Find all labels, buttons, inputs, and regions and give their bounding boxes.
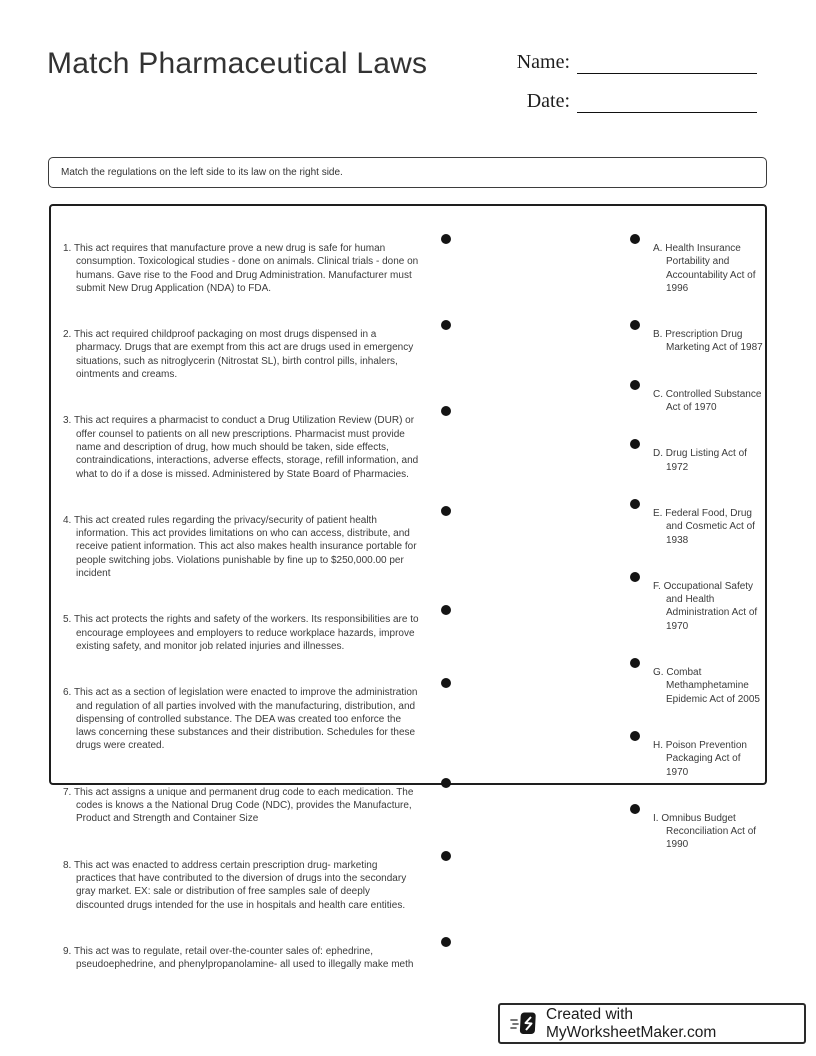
question-item bbox=[63, 776, 451, 836]
option-item bbox=[630, 232, 766, 305]
page-title: Match Pharmaceutical Laws bbox=[47, 47, 428, 80]
question-item bbox=[63, 676, 451, 762]
option-item bbox=[630, 318, 766, 365]
question-item bbox=[63, 603, 451, 663]
match-dot-right[interactable] bbox=[630, 731, 640, 741]
match-dot-left[interactable] bbox=[441, 320, 451, 330]
match-dot-left[interactable] bbox=[441, 605, 451, 615]
question-item bbox=[63, 504, 451, 590]
match-dot-right[interactable] bbox=[630, 234, 640, 244]
option-label: G. Combat Methamphetamine Epidemic Act of 2005 bbox=[653, 667, 760, 705]
match-dot-left[interactable] bbox=[441, 851, 451, 861]
date-label: Date: bbox=[526, 90, 570, 112]
option-item bbox=[630, 378, 766, 425]
options-column bbox=[630, 232, 766, 994]
instructions-text: Match the regulations on the left side to its law on the right side. bbox=[61, 167, 343, 178]
option-label: D. Drug Listing Act of 1972 bbox=[653, 448, 747, 473]
match-dot-left[interactable] bbox=[441, 778, 451, 788]
question-text: 2. This act required childproof packaging on most drugs dispensed in a pharmacy. Drugs that are exempt from this act are drugs used in emergency situations, such as nitroglycerin (Nitrostat SL), birth control pills, inhalers, ointments and creams. bbox=[63, 329, 414, 381]
match-dot-left[interactable] bbox=[441, 937, 451, 947]
question-text: 5. This act protects the rights and safety of the workers. Its responsibilities are to encourage employees and employers to reduce workplace hazards, improve existing safety, and monitor job related injuries and illnesses. bbox=[63, 614, 419, 652]
footer-credit-text: Created with MyWorksheetMaker.com bbox=[546, 1005, 717, 1041]
option-label: H. Poison Prevention Packaging Act of 1970 bbox=[653, 739, 747, 778]
option-label: A. Health Insurance Portability and Accountability Act of 1996 bbox=[653, 243, 756, 294]
option-label: C. Controlled Substance Act of 1970 bbox=[653, 388, 762, 414]
match-dot-right[interactable] bbox=[630, 320, 640, 330]
option-label: I. Omnibus Budget Reconciliation Act of 1990 bbox=[653, 812, 757, 851]
questions-column bbox=[63, 232, 451, 994]
option-label: E. Federal Food, Drug and Cosmetic Act of 1938 bbox=[653, 507, 755, 546]
name-input-line[interactable] bbox=[577, 48, 757, 74]
option-label: F. Occupational Safety and Health Administration Act of 1970 bbox=[653, 580, 758, 632]
option-label: B. Prescription Drug Marketing Act of 1987 bbox=[653, 329, 763, 354]
date-row bbox=[527, 87, 757, 113]
question-item bbox=[63, 404, 451, 490]
match-columns bbox=[51, 206, 765, 994]
question-text: 3. This act requires a pharmacist to conduct a Drug Utilization Review (DUR) or offer counsel to patients on all new prescriptions. Pharmacist must provide name and description of drug, how much should be taken, side effects, contraindications, interactions, adverse effects, storage, refill information, and what to do if a dose is missed. Administered by State Board of Pharmacies. bbox=[63, 415, 419, 480]
question-text: 9. This act was to regulate, retail over-the-counter sales of: ephedrine, pseudoephedrine, and phenylpropanolamine- all used to illegally make meth bbox=[63, 945, 414, 971]
worksheet-panel bbox=[49, 204, 767, 971]
question-item bbox=[63, 935, 451, 982]
question-text: 8. This act was enacted to address certain prescription drug- marketing practices that have contributed to the diversion of drugs into the secondary gray market. EX: sale or distribution of free samples sale of deeply discounted drugs intended for the use in hospitals and health care entities. bbox=[63, 859, 407, 911]
match-dot-left[interactable] bbox=[441, 234, 451, 244]
option-item bbox=[630, 802, 766, 862]
worksheet-logo-icon bbox=[510, 1010, 538, 1037]
match-dot-left[interactable] bbox=[441, 406, 451, 416]
instructions-box bbox=[48, 157, 767, 188]
match-dot-right[interactable] bbox=[630, 572, 640, 582]
match-dot-right[interactable] bbox=[630, 804, 640, 814]
question-item bbox=[63, 318, 451, 391]
option-item bbox=[630, 497, 766, 557]
name-date-block bbox=[517, 48, 757, 113]
question-text: 7. This act assigns a unique and permanent drug code to each medication. The codes is knows a the National Drug Code (NDC), provides the Manufacture, Product and Strength and Container Size bbox=[63, 786, 414, 825]
option-item bbox=[630, 656, 766, 716]
name-row bbox=[517, 48, 757, 74]
match-dot-right[interactable] bbox=[630, 499, 640, 509]
option-item bbox=[630, 570, 766, 643]
match-dot-right[interactable] bbox=[630, 658, 640, 668]
match-dot-right[interactable] bbox=[630, 380, 640, 390]
question-text: 4. This act created rules regarding the privacy/security of patient health information. This act provides limitations on who can access, distribute, and receive patient information. This act also makes health insurance portable for people switching jobs. Violations punishable by fine up to $250,000.00 per incident bbox=[63, 514, 417, 580]
match-dot-left[interactable] bbox=[441, 678, 451, 688]
question-text: 1. This act requires that manufacture prove a new drug is safe for human consumption. Toxicological studies - done on animals. Clinical trials - done on humans. Gave rise to the Food and Drug Administration. Manufacturer must submit New Drug Application (NDA) to FDA. bbox=[63, 243, 419, 294]
match-dot-left[interactable] bbox=[441, 506, 451, 516]
question-item bbox=[63, 232, 451, 305]
footer-credit-box bbox=[498, 1003, 806, 1044]
option-item bbox=[630, 729, 766, 789]
match-dot-right[interactable] bbox=[630, 439, 640, 449]
question-text: 6. This act as a section of legislation were enacted to improve the administration and regulation of all parties involved with the manufacturing, distribution, and dispensing of controlled substance. The DEA was created too enforce the laws concerning these substances and their distribution. Schedules for these drugs were created. bbox=[63, 687, 418, 752]
option-item bbox=[630, 437, 766, 484]
name-label: Name: bbox=[516, 51, 570, 73]
date-input-line[interactable] bbox=[577, 87, 757, 113]
question-item bbox=[63, 849, 451, 922]
